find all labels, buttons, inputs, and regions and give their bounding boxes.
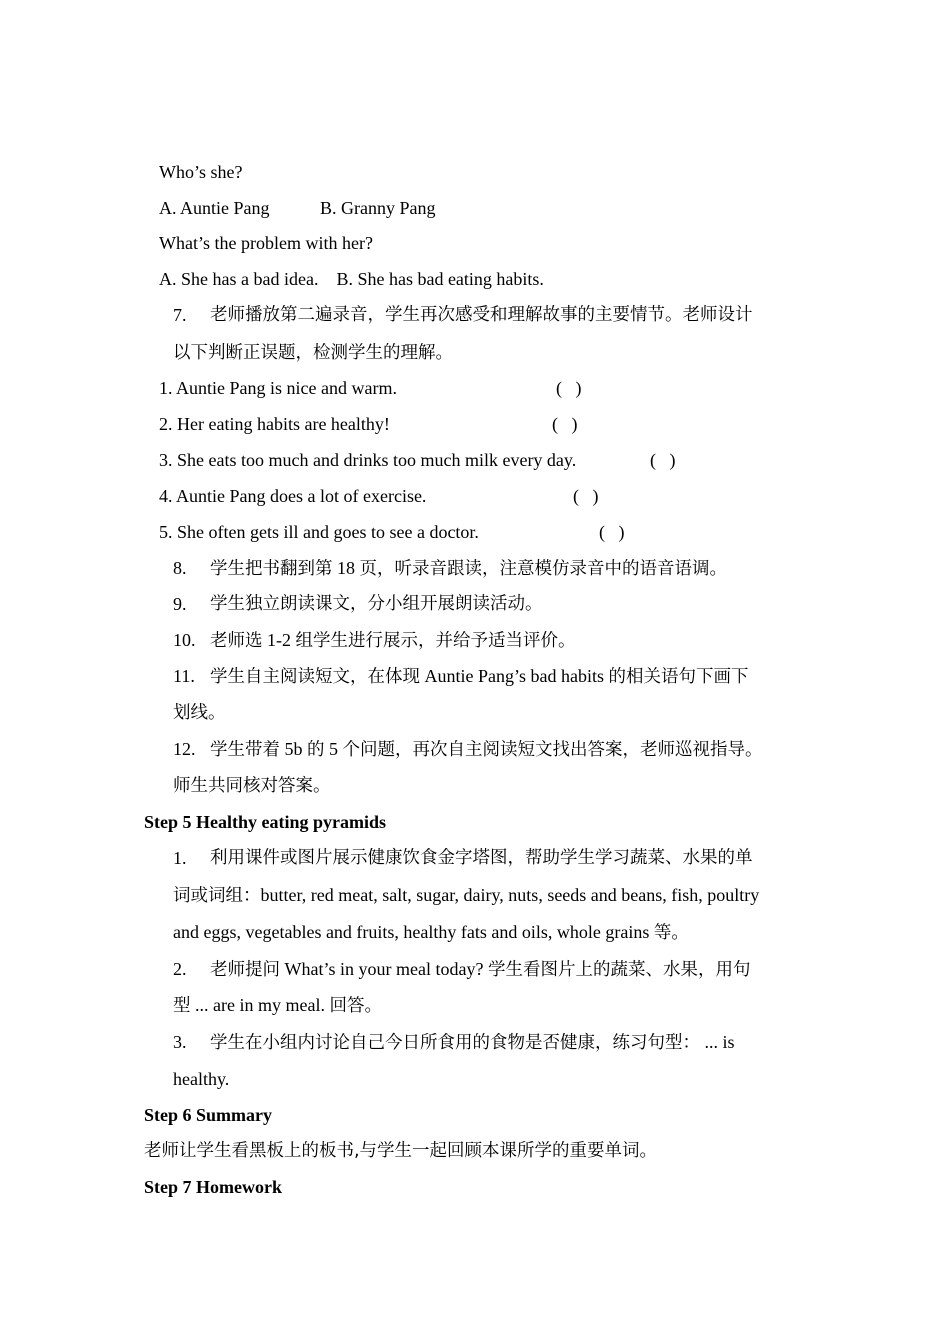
step-6-heading: Step 6 Summary (144, 1105, 273, 1125)
quiz-question-2-options: A. She has a bad idea. B. She has bad eating habits. (159, 269, 544, 289)
item-10-text: 老师选 1-2 组学生进行展示，并给予适当评价。 (210, 630, 576, 651)
item-9-text: 学生独立朗读课文，分小组开展朗读活动。 (210, 594, 543, 614)
tf-statement: 4. Auntie Pang does a lot of exercise. (159, 486, 427, 506)
item-9-number: 9. (173, 594, 187, 614)
item-8-text: 学生把书翻到第 18 页，听录音跟读，注意模仿录音中的语音语调。 (210, 558, 727, 579)
step5-item-2-number: 2. (173, 959, 187, 979)
item-7-line-1: 老师播放第二遍录音，学生再次感受和理解故事的主要情节。老师设计 (210, 305, 753, 325)
tf-statement: 3. She eats too much and drinks too much milk every day. (159, 450, 577, 470)
step5-item-3-number: 3. (173, 1032, 187, 1052)
item-7-line-2: 以下判断正误题，检测学生的理解。 (173, 343, 453, 363)
answer-blank: ( ) (573, 486, 599, 506)
answer-blank: ( ) (556, 378, 582, 398)
step-7-heading: Step 7 Homework (144, 1177, 282, 1197)
step5-item-2-line-1: 老师提问 What’s in your meal today? 学生看图片上的蔬菜、水果，用句 (210, 959, 751, 980)
item-12-line-2: 师生共同核对答案。 (173, 776, 331, 796)
step5-item-1-line-3: and eggs, vegetables and fruits, healthy fats and oils, whole grains 等。 (173, 922, 689, 943)
tf-statement: 2. Her eating habits are healthy! (159, 414, 390, 434)
step-6-text: 老师让学生看黑板上的板书,与学生一起回顾本课所学的重要单词。 (144, 1141, 658, 1161)
answer-blank: ( ) (650, 450, 676, 470)
step5-item-3-line-1: 学生在小组内讨论自己今日所食用的食物是否健康，练习句型： ... is (210, 1032, 735, 1053)
quiz-option-a: A. Auntie Pang (159, 198, 270, 218)
item-11-line-2: 划线。 (173, 703, 226, 723)
quiz-question-2: What’s the problem with her? (159, 233, 373, 253)
step5-item-1-number: 1. (173, 848, 187, 868)
item-11-line-1: 学生自主阅读短文，在体现 Auntie Pang’s bad habits 的相关语句下画下 (210, 666, 749, 687)
item-8-number: 8. (173, 558, 187, 578)
quiz-question-1: Who’s she? (159, 162, 243, 182)
step5-item-1-line-2: 词或词组：butter, red meat, salt, sugar, dairy, nuts, seeds and beans, fish, poultry (173, 885, 760, 906)
quiz-option-b: B. Granny Pang (320, 198, 436, 218)
item-12-number: 12. (173, 739, 196, 759)
tf-statement: 1. Auntie Pang is nice and warm. (159, 378, 397, 398)
tf-statement: 5. She often gets ill and goes to see a doctor. (159, 522, 479, 542)
item-7-number: 7. (173, 305, 187, 325)
step5-item-3-line-2: healthy. (173, 1069, 230, 1089)
answer-blank: ( ) (552, 414, 578, 434)
item-10-number: 10. (173, 630, 196, 650)
step-5-heading: Step 5 Healthy eating pyramids (144, 812, 387, 832)
item-12-line-1: 学生带着 5b 的 5 个问题，再次自主阅读短文找出答案，老师巡视指导。 (210, 739, 763, 760)
answer-blank: ( ) (599, 522, 625, 542)
item-11-number: 11. (173, 666, 195, 686)
step5-item-1-line-1: 利用课件或图片展示健康饮食金字塔图，帮助学生学习蔬菜、水果的单 (210, 848, 753, 868)
step5-item-2-line-2: 型 ... are in my meal. 回答。 (173, 995, 382, 1016)
